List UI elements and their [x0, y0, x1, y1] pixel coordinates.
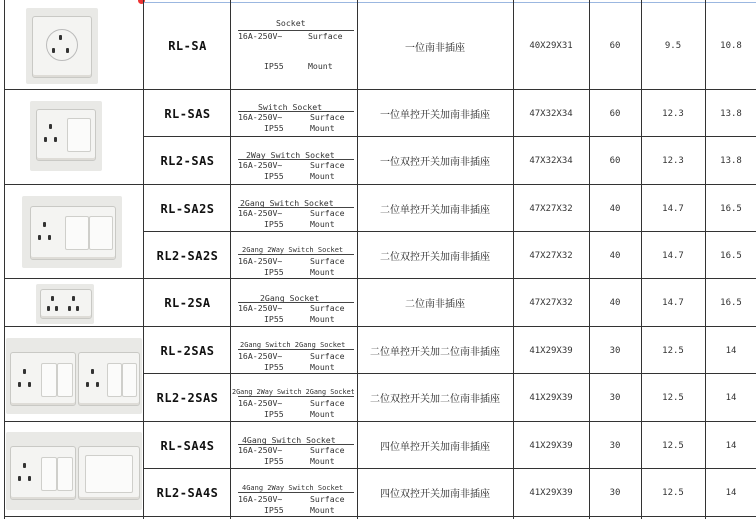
description-cell: 四位双控开关加南非插座	[380, 489, 490, 500]
description-cell: 二位单控开关加南非插座	[380, 205, 490, 216]
grid-line	[143, 326, 756, 327]
grid-line	[705, 0, 706, 519]
value-cell-1: 12.5	[662, 392, 684, 403]
dimensions-cell: 41X29X39	[529, 487, 573, 498]
dimensions-cell: 47X32X34	[529, 108, 573, 119]
grid-line	[143, 89, 756, 90]
grid-line	[641, 0, 642, 519]
spec-cell: 4Gang 2Way Switch Socket 16A-250V~ Surface IP55 Mount	[232, 483, 356, 517]
quantity-cell: 40	[609, 297, 621, 308]
grid-line	[143, 373, 756, 374]
grid-line	[4, 326, 143, 327]
grid-line	[143, 184, 756, 185]
value-cell-2: 13.8	[720, 155, 742, 166]
product-photo	[6, 338, 142, 414]
description-cell: 一位南非插座	[405, 42, 465, 54]
quantity-cell: 60	[609, 108, 621, 119]
value-cell-2: 10.8	[720, 41, 742, 51]
value-cell-2: 14	[725, 392, 737, 403]
quantity-cell: 30	[609, 345, 621, 356]
spec-cell: 2Way Switch Socket 16A-250V~ Surface IP55 Mount	[232, 150, 356, 184]
quantity-cell: 40	[609, 203, 621, 214]
value-cell-2: 16.5	[720, 297, 742, 308]
model-cell: RL2-SA2S	[156, 248, 219, 263]
spec-cell: Switch Socket 16A-250V~ Surface IP55 Mount	[232, 102, 356, 136]
value-cell-1: 9.5	[664, 41, 682, 51]
dimensions-cell: 41X29X39	[529, 440, 573, 451]
value-cell-2: 13.8	[720, 108, 742, 119]
value-cell-1: 12.3	[662, 108, 684, 119]
value-cell-1: 14.7	[662, 203, 684, 214]
spec-cell: 2Gang 2Way Switch 2Gang Socket 16A-250V~ Surface IP55 Mount	[232, 388, 355, 419]
description-cell: 二位双控开关加南非插座	[380, 252, 490, 263]
grid-line	[143, 516, 756, 517]
product-photo	[36, 284, 94, 324]
grid-line	[143, 0, 144, 519]
model-cell: RL-SAS	[164, 106, 211, 121]
dimensions-cell: 40X29X31	[529, 41, 573, 51]
value-cell-2: 16.5	[720, 203, 742, 214]
model-cell: RL-SA	[168, 39, 207, 53]
value-cell-1: 12.5	[662, 440, 684, 451]
description-cell: 二位单控开关加二位南非插座	[370, 347, 500, 358]
dimensions-cell: 41X29X39	[529, 345, 573, 356]
grid-line	[4, 0, 5, 519]
spec-cell: Socket 16A-250V~ Surface IP55 Mount	[232, 18, 356, 90]
description-cell: 二位南非插座	[405, 299, 465, 310]
model-cell: RL-SA4S	[160, 438, 215, 453]
spec-cell: 2Gang 2Way Switch Socket 16A-250V~ Surface IP55 Mount	[232, 245, 356, 279]
value-cell-2: 16.5	[720, 250, 742, 261]
grid-line	[513, 0, 514, 519]
dimensions-cell: 47X32X34	[529, 155, 573, 166]
grid-line	[4, 184, 143, 185]
spec-cell: 4Gang Switch Socket 16A-250V~ Surface IP55 Mount	[232, 435, 356, 469]
quantity-cell: 40	[609, 250, 621, 261]
grid-line	[4, 278, 143, 279]
product-photo	[30, 101, 102, 171]
value-cell-2: 14	[725, 440, 737, 451]
dimensions-cell: 47X27X32	[529, 297, 573, 308]
grid-line	[143, 421, 756, 422]
grid-line	[230, 0, 231, 519]
description-cell: 四位单控开关加南非插座	[380, 442, 490, 453]
grid-line	[4, 516, 143, 517]
value-cell-2: 14	[725, 487, 737, 498]
value-cell-1: 12.3	[662, 155, 684, 166]
dimensions-cell: 41X29X39	[529, 392, 573, 403]
value-cell-1: 14.7	[662, 250, 684, 261]
value-cell-1: 12.5	[662, 487, 684, 498]
spec-cell: 2Gang Switch Socket 16A-250V~ Surface IP55 Mount	[232, 198, 356, 232]
description-cell: 一位双控开关加南非插座	[380, 157, 490, 168]
value-cell-1: 12.5	[662, 345, 684, 356]
grid-line	[589, 0, 590, 519]
quantity-cell: 60	[609, 155, 621, 166]
spec-cell: 2Gang Switch 2Gang Socket 16A-250V~ Surface IP55 Mount	[232, 340, 356, 374]
spec-cell: 2Gang Socket 16A-250V~ Surface IP55 Mount	[232, 293, 356, 327]
quantity-cell: 30	[609, 440, 621, 451]
model-cell: RL-2SA	[164, 295, 211, 310]
quantity-cell: 30	[609, 487, 621, 498]
grid-line	[143, 468, 756, 469]
grid-line	[4, 421, 143, 422]
product-photo	[22, 196, 122, 268]
model-cell: RL-2SAS	[160, 343, 215, 358]
dimensions-cell: 47X27X32	[529, 203, 573, 214]
model-cell: RL2-SA4S	[156, 485, 219, 500]
dimensions-cell: 47X27X32	[529, 250, 573, 261]
description-cell: 二位双控开关加二位南非插座	[370, 394, 500, 405]
product-photo	[26, 8, 98, 84]
grid-line	[357, 0, 358, 519]
description-cell: 一位单控开关加南非插座	[380, 110, 490, 121]
product-photo	[6, 432, 142, 510]
grid-line	[143, 136, 756, 137]
grid-line	[143, 231, 756, 232]
model-cell: RL2-2SAS	[156, 390, 219, 405]
model-cell: RL2-SAS	[160, 153, 215, 168]
model-cell: RL-SA2S	[160, 201, 215, 216]
value-cell-1: 14.7	[662, 297, 684, 308]
value-cell-2: 14	[725, 345, 737, 356]
grid-line	[143, 278, 756, 279]
quantity-cell: 30	[609, 392, 621, 403]
grid-line	[4, 89, 143, 90]
quantity-cell: 60	[609, 41, 621, 51]
